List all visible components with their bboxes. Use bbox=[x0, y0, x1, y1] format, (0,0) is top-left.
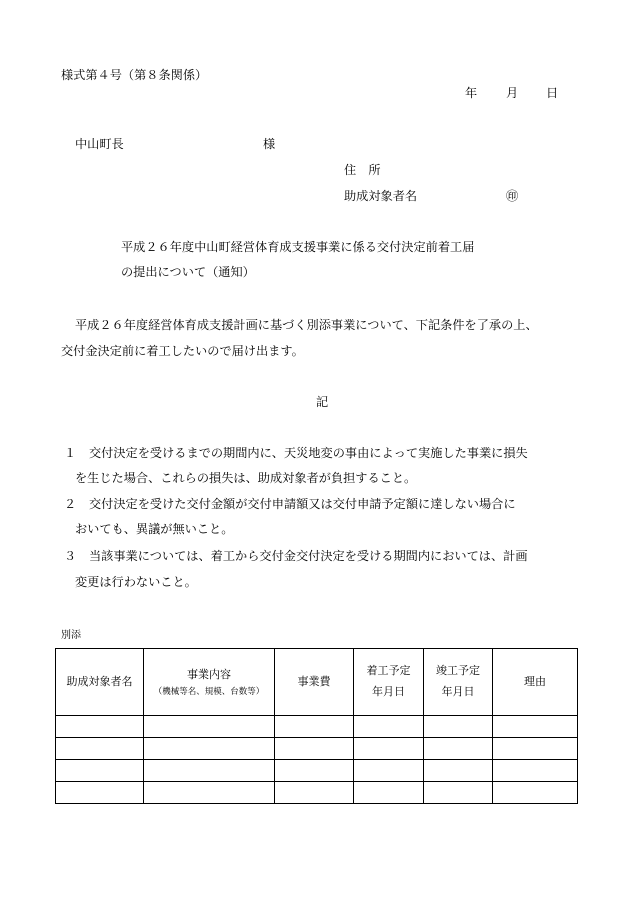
header-start-line-1: 着工予定 bbox=[366, 664, 411, 678]
seal-mark: ㊞ bbox=[506, 189, 519, 203]
table-cell[interactable] bbox=[56, 716, 144, 738]
table-row bbox=[56, 782, 578, 804]
condition-3-line-1: 当該事業については、着工から交付金交付決定を受ける期間内においては、計画 bbox=[89, 549, 528, 563]
table-cell[interactable] bbox=[275, 738, 354, 760]
header-end-line-1: 竣工予定 bbox=[436, 664, 480, 678]
date-day: 日 bbox=[546, 86, 559, 100]
date-month: 月 bbox=[506, 86, 519, 100]
condition-1-line-1: 交付決定を受けるまでの期間内に、天災地変の事由によって実施した事業に損失 bbox=[89, 446, 528, 460]
condition-3-line-2: 変更は行わないこと。 bbox=[75, 575, 197, 589]
body-line-2: 交付金決定前に着工したいので届け出ます。 bbox=[61, 344, 304, 358]
table-cell[interactable] bbox=[493, 782, 578, 804]
table-row bbox=[56, 760, 578, 782]
date-year: 年 bbox=[465, 86, 478, 100]
table-cell[interactable] bbox=[56, 782, 144, 804]
header-content bbox=[144, 649, 275, 716]
table-cell[interactable] bbox=[144, 738, 275, 760]
condition-2-line-1: 交付決定を受けた交付金額が交付申請額又は交付申請予定額に達しない場合に bbox=[89, 497, 516, 511]
title-line-2: の提出について（通知） bbox=[121, 265, 255, 279]
table-cell[interactable] bbox=[354, 716, 424, 738]
condition-2-line-2: おいても、異議が無いこと。 bbox=[75, 522, 234, 536]
table-cell[interactable] bbox=[493, 738, 578, 760]
header-content-title: 事業内容 bbox=[187, 667, 231, 681]
table-cell[interactable] bbox=[275, 716, 354, 738]
condition-1-number: １ bbox=[64, 446, 77, 460]
attachment-table bbox=[55, 648, 578, 804]
body-line-1: 平成２６年度経営体育成支援計画に基づく別添事業について、下記条件を了承の上、 bbox=[75, 318, 538, 332]
condition-1-line-2: を生じた場合、これらの損失は、助成対象者が負担すること。 bbox=[75, 471, 417, 485]
form-number: 様式第４号（第８条関係） bbox=[61, 68, 208, 82]
header-content-note: （機械等名、規模、台数等） bbox=[153, 686, 265, 697]
addressee-honorific: 様 bbox=[263, 137, 276, 151]
table-cell[interactable] bbox=[144, 760, 275, 782]
table-cell[interactable] bbox=[275, 782, 354, 804]
table-cell[interactable] bbox=[493, 716, 578, 738]
addressee-name: 中山町長 bbox=[75, 137, 124, 151]
table-cell[interactable] bbox=[354, 760, 424, 782]
title-line-1: 平成２６年度中山町経営体育成支援事業に係る交付決定前着工届 bbox=[121, 240, 475, 254]
table-row bbox=[56, 738, 578, 760]
table-cell[interactable] bbox=[424, 760, 493, 782]
table-cell[interactable] bbox=[144, 716, 275, 738]
address-label: 住 所 bbox=[344, 163, 381, 177]
attachment-label: 別添 bbox=[61, 630, 81, 641]
table-cell[interactable] bbox=[424, 716, 493, 738]
table-cell[interactable] bbox=[424, 738, 493, 760]
table-cell[interactable] bbox=[354, 738, 424, 760]
table-cell[interactable] bbox=[354, 782, 424, 804]
condition-2-number: ２ bbox=[64, 497, 77, 511]
table-cell[interactable] bbox=[424, 782, 493, 804]
header-cost: 事業費 bbox=[275, 649, 354, 716]
condition-3-number: ３ bbox=[64, 549, 77, 563]
applicant-name-label: 助成対象者名 bbox=[344, 189, 418, 203]
table-cell[interactable] bbox=[56, 760, 144, 782]
header-start-date bbox=[354, 649, 424, 716]
table-cell[interactable] bbox=[144, 782, 275, 804]
table-cell[interactable] bbox=[493, 760, 578, 782]
ki-heading: 記 bbox=[316, 395, 329, 409]
table-row bbox=[56, 716, 578, 738]
header-start-line-2: 年月日 bbox=[372, 685, 405, 698]
header-end-line-2: 年月日 bbox=[441, 685, 475, 698]
table-cell[interactable] bbox=[56, 738, 144, 760]
header-end-date bbox=[424, 649, 493, 716]
header-applicant: 助成対象者名 bbox=[56, 649, 144, 716]
header-reason: 理由 bbox=[493, 649, 578, 716]
table-cell[interactable] bbox=[275, 760, 354, 782]
